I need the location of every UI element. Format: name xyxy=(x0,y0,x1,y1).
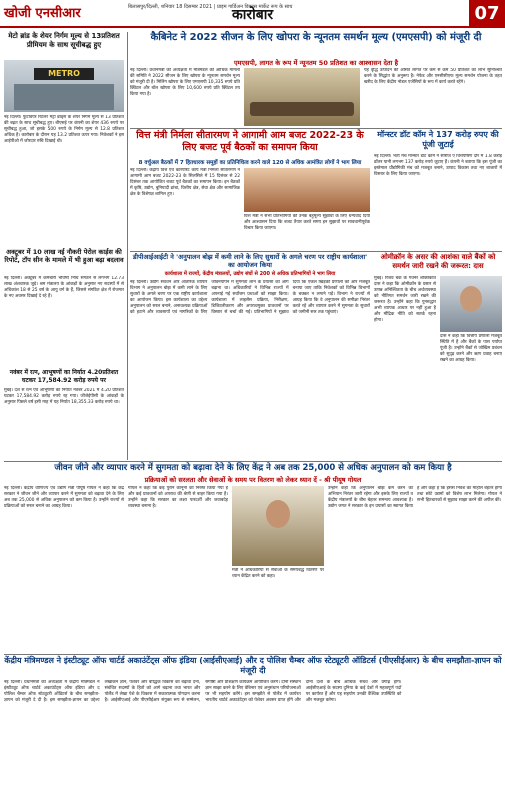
omicron-body-2: दास ने कहा कि वित्तीय प्रणाली मजबूत स्थिति में है और बैंकों के पास पर्याप्त पूंजी है। उन्होंने बैंकों से जोखिम प्रबंधन को सुदृढ़ करने और ऋण प्रवाह बनाए रखने का आग्रह किया। xyxy=(440,334,502,363)
cabinet-headline: कैबिनेट ने 2022 सीजन के लिए खोपरा के न्यूनतम समर्थन मूल्य (एमएसपी) को मंजूरी दी xyxy=(150,32,482,43)
portrait-face xyxy=(266,500,290,528)
goyal-body-3: मंत्री ने अधिकारियों से सेवाओं के समयबद्ध वितरण पर ध्यान केंद्रित करने को कहा। xyxy=(232,568,324,579)
store-photo xyxy=(4,60,124,112)
newspaper-logo: खोजी एनसीआर xyxy=(4,6,81,21)
section-divider xyxy=(130,251,502,252)
budget-subhead: 8 वर्चुअल बैठकों में 7 हितधारक समूहों का प्रतिनिधित्व करने वाले 120 से अधिक आमंत्रित लोगों ने भाग लिया xyxy=(138,160,362,166)
monster-body: नई दिल्ली। भर्ती मंच मॉन्स्टर डॉट कॉम ने सीरीज ए वित्तपोषण दौर में 1.8 करोड़ डॉलर यानी लगभग 137 करोड़ रुपये जुटाए हैं। कंपनी ने बताया कि इस पूंजी का इस्तेमाल प्रौद्योगिकी मंच को मजबूत बनाने, उत्पाद विकास तथा नए बाजारों में विस्तार के लिए किया जाएगा। xyxy=(374,154,502,177)
omicron-headline: ओमीक्रॉन के असर की आशंका वाले बैंकों को समर्थन जारी रखने की जरूरत: दास xyxy=(380,253,496,270)
left-story-2-body: नई दिल्ली। अक्टूबर में कर्मचारी भविष्य निधि संगठन से लगभग 12.73 लाख अंशधारक जुड़े। श्रम मंत्रालय के आंकड़ों के अनुसार नए सदस्यों में से अधिकांश 18 से 25 वर्ष के आयु वर्ग के हैं, जिससे संगठित क्षेत्र में रोजगार के नए अवसर दिखाई दे रहे हैं। xyxy=(4,276,124,299)
store-sign: METRO xyxy=(34,68,94,80)
icai-body: नई दिल्ली। प्रधानमंत्री की अध्यक्षता में केंद्रीय मंत्रिमंडल ने इंस्टीट्यूट ऑफ चार्टर्ड अकाउंटेंट्स ऑफ इंडिया और द पोलिश चैम्बर ऑफ स्टेट्यूटरी ऑडिटर्स के बीच समझौता-ज्ञापन को मंजूरी दे दी है। इस समझौता-ज्ञापन का उद्देश्य लेखांकन ज्ञान, पेशेवर और बौद्धिक विकास को बढ़ावा देना, संबंधित सदस्यों के हितों को आगे बढ़ाना तथा भारत और पोलैंड में लेखा पेशे के विकास में सकारात्मक योगदान करना है। आईसीएआई और पीएसीईआर संयुक्त रूप से सम्मेलन, संगोष्ठी और प्रशिक्षण कार्यक्रम आयोजित करेंगे। दोनों संस्थान ज्ञान साझा करने के लिए वेबिनार एवं अनुसंधान परियोजनाओं पर भी सहयोग करेंगे। इस समझौते से पोलैंड में कार्यरत भारतीय चार्टर्ड अकाउंटेंट्स को पेशेवर अवसर प्राप्त होंगे और दोनों देशों के बीच आर्थिक संबंध और प्रगाढ़ होंगे। आईसीएआई के सदस्य दुनिया के कई देशों में महत्वपूर्ण पदों पर कार्यरत हैं और यह सहयोग उनकी वैश्विक उपस्थिति को और मजबूत करेगा। xyxy=(4,680,402,703)
cabinet-body-1: नई दिल्ली। प्रधानमंत्री की अध्यक्षता में मंत्रिमंडल की आर्थिक मामलों की समिति ने 2022 सीजन के लिए खोपरा के न्यूनतम समर्थन मूल्य को मंजूरी दी है। मिलिंग खोपरा के लिए एमएसपी 10,335 रुपये प्रति क्विंटल और बॉल खोपरा के लिए 10,600 रुपये प्रति क्विंटल तय किया गया है। xyxy=(130,68,240,97)
column-divider xyxy=(127,32,128,460)
section-title: कारोबार xyxy=(232,7,274,23)
goyal-body-1: नई दिल्ली। केंद्रीय वाणिज्य एवं उद्योग मंत्री पीयूष गोयल ने कहा कि केंद्र सरकार ने जीवन जीने और व्यापार करने में सुगमता को बढ़ावा देने के लिए अब तक 25,000 से अधिक अनुपालन को कम किया है। उन्होंने राज्यों से प्रक्रियाओं को सरल बनाने का आग्रह किया। xyxy=(4,486,124,509)
goyal-body-2: गोयल ने कहा कि कई पुराने कानूनों को निरस्त किया गया है और कई प्रावधानों को अपराध की श्रेणी से बाहर किया गया है। उन्होंने कहा कि सरकार का लक्ष्य पारदर्शी और जवाबदेह व्यवस्था बनाना है। xyxy=(128,486,228,509)
cabinet-meeting-photo xyxy=(244,68,360,126)
goyal-body-4: उन्होंने कहा कि अनुपालन बोझ कम करने का अभियान निरंतर जारी रहेगा और इसके लिए राज्यों व केंद्रीय मंत्रालयों के बीच बेहतर समन्वय आवश्यक है। उद्योग जगत ने सरकार के इन प्रयासों का स्वागत किया है और कहा है कि इससे निवेश का माहौल बेहतर होगा तथा छोटे उद्यमों को विशेष लाभ मिलेगा। गोयल ने सभी हितधारकों से सुझाव साझा करने की अपील की। xyxy=(328,486,502,509)
store-front xyxy=(14,84,114,110)
monster-headline: मॉन्स्टर डॉट कॉम ने 137 करोड़ रुपए की पूंजी जुटाई xyxy=(377,130,499,149)
page-number: 07 xyxy=(469,0,505,28)
budget-body-2: वित्त मंत्री ने सभी प्रतिभागियों को उनके बहुमूल्य सुझावों के लिए धन्यवाद दिया और आश्वासन दिया कि बजट तैयार करते समय इन सुझावों पर सावधानीपूर्वक विचार किया जाएगा। xyxy=(244,214,370,231)
goyal-subhead: प्रक्रियाओं को सरलता और सेवाओं के समय पर वितरण को लेकर ध्यान दें - श्री पीयूष गोयल xyxy=(144,476,362,484)
section-divider xyxy=(130,128,502,129)
finance-minister-photo xyxy=(244,168,370,212)
budget-headline: वित्त मंत्री निर्मला सीतारमण ने आगामी आम बजट 2022-23 के लिए बजट पूर्व बैठकों का समापन किया xyxy=(136,130,364,153)
section-divider xyxy=(4,461,502,462)
left-story-3-headline: नवंबर में रत्न, आभूषणों का निर्यात 4.20प्रतिशत घटकर 17,584.92 करोड़ रुपये पर xyxy=(9,369,119,384)
portrait-face xyxy=(460,286,482,312)
workshop-body: नई दिल्ली। उद्योग संवर्धन और आंतरिक व्यापार विभाग ने अनुपालन बोझ में कमी लाने के लिए सुधारों के अगले चरण पर एक राष्ट्रीय कार्यशाला का आयोजन किया। इस कार्यशाला का उद्देश्य अनुपालन को सरल बनाने, अनावश्यक प्रक्रियाओं को हटाने और व्यवसायों एवं नागरिकों के लिए जीवनयापन में सुगमता लाने के प्रयासों को आगे बढ़ाना था। अधिकारियों ने विभिन्न राज्यों में अपनाई गई सर्वोत्तम प्रथाओं को साझा किया। कार्यशाला में लाइसेंस प्रक्रिया, निरीक्षण, डिजिटलीकरण और अपराधमुक्त प्रावधानों पर विस्तार से चर्चा की गई। प्रतिभागियों ने सुझाव दिया कि एकल खिड़की प्रणाली को और मजबूत बनाया जाए ताकि निवेशकों को विभिन्न विभागों के चक्कर न लगाने पड़ें। विभाग ने राज्यों से आग्रह किया कि वे अनुपालन की समीक्षा निरंतर करते रहें और व्यापार करने में सुगमता के सुधारों को जमीनी स्तर तक पहुंचाएं। xyxy=(130,280,370,315)
left-story-3-body: मुंबई। देश से रत्न एवं आभूषणों का निर्यात नवंबर 2021 में 4.20 प्रतिशत घटकर 17,584.92 करोड़ रुपये रह गया। जीजेईपीसी के आंकड़ों के अनुसार पिछले वर्ष इसी माह में यह निर्यात 18,355.33 करोड़ रुपये था। xyxy=(4,388,124,405)
omicron-body-1: मुंबई। रिजर्व बैंक के गवर्नर शक्तिकांत दास ने कहा कि ओमीक्रॉन के प्रसार से उत्पन्न अनिश्चितता के बीच अर्थव्यवस्था को नीतिगत समर्थन जारी रखने की जरूरत है। उन्होंने कहा कि पुनरुद्धार अभी व्यापक आधार पर नहीं हुआ है और मौद्रिक नीति को सतर्क रहना होगा। xyxy=(374,276,436,323)
icai-headline: केंद्रीय मंत्रिमण्डल ने इंस्टीट्यूट ऑफ चार्टर्ड अकाउंटेंट्स ऑफ इंडिया (आईसीएआई) और द पोलिश चैम्बर ऑफ स्टेट्यूटरी ऑडिटर्स (पीएसीईआर) के बीच समझौता-ज्ञापन को मंजूरी दी xyxy=(4,656,502,675)
cabinet-subhead: एमएसपी, लागत के रूप में न्यूनतम 50 प्रतिशत का आश्वासन देता है xyxy=(233,59,399,67)
goyal-headline: जीवन जीने और व्यापार करने में सुगमता को बढ़ावा देने के लिए केंद्र ने अब तक 25,000 से अधिक अनुपालन को कम किया है xyxy=(54,463,452,473)
workshop-headline: डीपीआईआईटी ने 'अनुपालन बोझ में कमी लाने के लिए सुधारों के अगले चरण पर राष्ट्रीय कार्यशाला' का आयोजन किया xyxy=(132,253,368,269)
meeting-table xyxy=(250,102,354,116)
cabinet-body-2: यह वृद्धि उत्पादन की औसत लागत पर कम से कम 50 प्रतिशत का लाभ सुनिश्चित करने के सिद्धांत के अनुरूप है। नेफेड और एनसीसीएफ मूल्य समर्थन योजना के तहत खरीद के लिए केंद्रीय नोडल एजेंसियों के रूप में कार्य करते रहेंगे। xyxy=(364,68,502,85)
dateline: बिलासपुर/दिल्ली, शनिवार 18 दिसम्बर 2021 | प्राइम गार्डिअन विकास मार्केट रूप के साथ xyxy=(128,4,293,10)
budget-body-1: नई दिल्ली। केंद्रीय वित्त एवं कॉरपोरेट कार्य मंत्री निर्मला सीतारमण ने आगामी आम बजट 2022-23 के सिलसिले में 15 दिसंबर से 22 दिसंबर तक आयोजित बजट पूर्व बैठकों का समापन किया। इन बैठकों में कृषि, उद्योग, बुनियादी ढांचा, वित्तीय क्षेत्र, सेवा क्षेत्र और सामाजिक क्षेत्र के विशेषज्ञ शामिल हुए। xyxy=(130,168,240,197)
left-story-1-headline: मेटो ब्रांड के शेयर निर्गम मूल्य से 13प्रतिशत प्रीमियम के साथ सूचीबद्ध हुए xyxy=(8,32,120,49)
masthead xyxy=(0,0,505,28)
left-story-1-body: नई दिल्ली। फुटवियर रिटेलर मेट्रो ब्रांड्स के शेयर निर्गम मूल्य से 13 प्रतिशत की बढ़त के साथ सूचीबद्ध हुए। बीएसई पर कंपनी का शेयर 436 रुपये पर सूचीबद्ध हुआ, जो इसके 500 रुपये के निर्गम मूल्य से 12.8 प्रतिशत अधिक है। कारोबार के दौरान यह 13.2 प्रतिशत ऊपर गया। निवेशकों ने इस आईपीओ में जोरदार रुचि दिखाई थी। xyxy=(4,115,124,144)
workshop-subhead: कार्यशाला में राज्यों, केंद्रीय मंत्रालयों, उद्योग संघों से 200 से अधिक प्रतिभागियों ने भाग लिया xyxy=(164,271,336,277)
left-story-2-headline: अक्टूबर में 10 लाख नई नौकरी पेरोल कार्ड़स की रिपोर्ट, टॉप सीन के मामले में भी हुआ बढ़ा बदलाव xyxy=(4,248,124,264)
section-divider xyxy=(4,654,502,655)
minister-photo xyxy=(232,486,324,566)
rbi-governor-photo xyxy=(440,276,502,332)
